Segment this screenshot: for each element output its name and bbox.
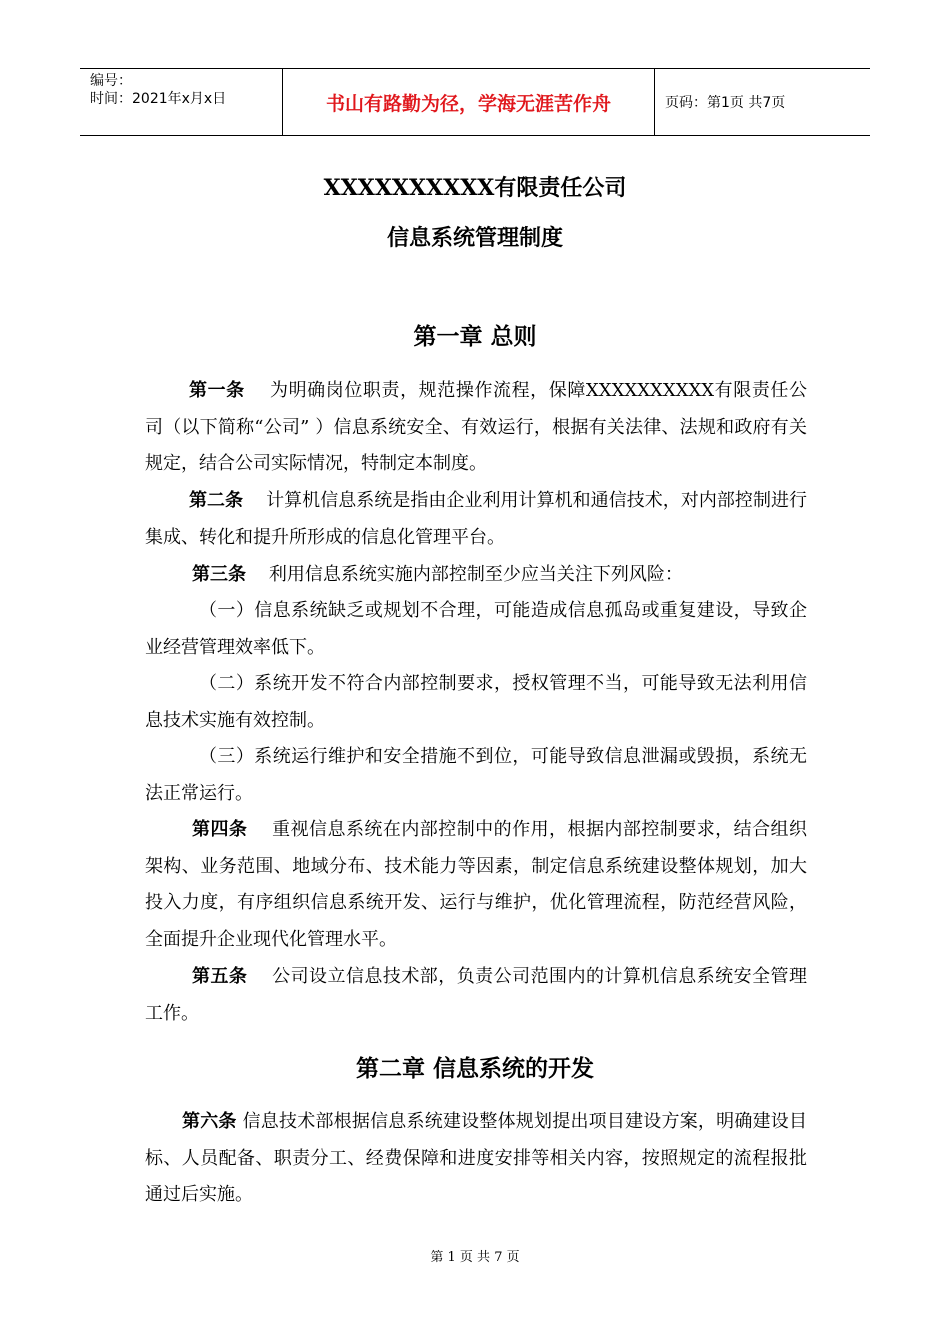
- article-paragraph: [145, 557, 807, 594]
- article-text: 重视信息系统在内部控制中的作用，根据内部控制要求，结合组织架构、业务范围、地域分布、技术能力等因素，制定信息系统建设整体规划，加大投入力度，有序组织信息系统开发、运行与维护，优化管理流程，防范经营风险，全面提升企业现代化管理水平。: [145, 819, 808, 950]
- article-text: 信息技术部根据信息系统建设整体规划提出项目建设方案，明确建设目标、人员配备、职责分工、经费保障和进度安排等相关内容，按照规定的流程报批通过后实施。: [145, 1111, 808, 1205]
- document-header: [80, 68, 870, 136]
- article-paragraph: [145, 959, 807, 1032]
- article-number: 第一条: [189, 380, 245, 401]
- document-title: 信息系统管理制度: [386, 225, 563, 251]
- time-label: 时间：2021年x月x日: [90, 91, 227, 107]
- header-page-info: 页码：第1页 共7页: [665, 95, 786, 111]
- number-label: 编号：: [90, 73, 132, 89]
- clause-text: （二）系统开发不符合内部控制要求，授权管理不当，可能导致无法利用信息技术实施有效控制。: [145, 673, 807, 731]
- chapter-heading: 第一章 总则: [413, 324, 537, 350]
- clause-text: （一）信息系统缺乏或规划不合理，可能造成信息孤岛或重复建设，导致企业经营管理效率低下。: [145, 600, 807, 658]
- page-footer: 第 1 页 共 7 页: [430, 1250, 520, 1265]
- article-text: 计算机信息系统是指由企业利用计算机和通信技术，对内部控制进行集成、转化和提升所形成的信息化管理平台。: [145, 490, 807, 548]
- clause-paragraph: [145, 739, 807, 812]
- article-paragraph: [145, 812, 807, 958]
- company-title: XXXXXXXXXX有限责任公司: [323, 175, 627, 201]
- article-number: 第四条: [192, 819, 248, 840]
- article-paragraph: [145, 483, 807, 556]
- article-number: 第二条: [189, 490, 244, 511]
- article-number: 第六条: [182, 1111, 237, 1132]
- header-meta: [80, 69, 283, 135]
- article-number: 第三条: [192, 564, 246, 585]
- header-motto: 书山有路勤为径，学海无涯苦作舟: [283, 69, 655, 135]
- chapter-heading: 第二章 信息系统的开发: [355, 1056, 594, 1082]
- clause-paragraph: [145, 666, 807, 739]
- clause-text: （三）系统运行维护和安全措施不到位，可能导致信息泄漏或毁损，系统无法正常运行。: [145, 746, 807, 804]
- article-paragraph: [145, 373, 807, 483]
- article-text: 公司设立信息技术部，负责公司范围内的计算机信息系统安全管理工作。: [145, 966, 808, 1024]
- article-text: 为明确岗位职责，规范操作流程，保障XXXXXXXXXX有限责任公司（以下简称“公司” ）信息系统安全、有效运行，根据有关法律、法规和政府有关规定，结合公司实际情况，特制定本制度。: [145, 380, 808, 474]
- clause-paragraph: [145, 593, 807, 666]
- article-number: 第五条: [192, 966, 248, 987]
- article-text: 利用信息系统实施内部控制至少应当关注下列风险：: [268, 564, 683, 585]
- article-paragraph: [145, 1104, 807, 1214]
